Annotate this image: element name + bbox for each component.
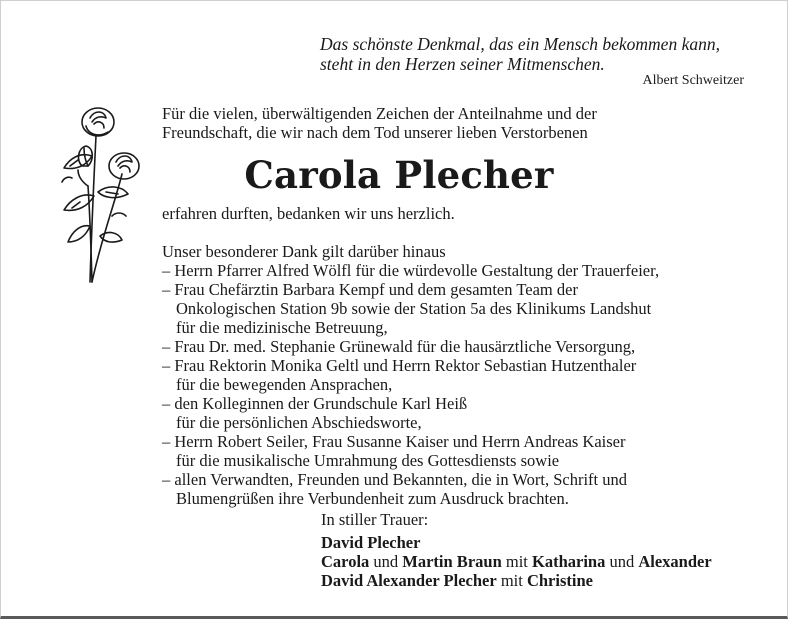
intro-text xyxy=(162,104,762,142)
thanks-item: – Frau Dr. med. Stephanie Grünewald für die hausärztliche Versorgung, xyxy=(162,337,636,356)
mourner-name: Alexander xyxy=(638,552,712,571)
mourner-line xyxy=(321,533,761,552)
mourner-name: Katharina xyxy=(532,552,606,571)
mourners-block xyxy=(321,510,761,590)
quote xyxy=(320,34,750,74)
mourner-name: David Alexander Plecher xyxy=(321,571,497,590)
thanks-item-continued: Blumengrüßen ihre Verbundenheit zum Ausdruck brachten. xyxy=(176,489,569,508)
conjunction: und xyxy=(609,552,635,571)
conjunction: mit xyxy=(500,571,523,590)
quote-author: Albert Schweitzer xyxy=(642,73,744,88)
special-thanks xyxy=(162,242,762,508)
deceased-name: Carola Plecher xyxy=(244,153,554,197)
mourner-name: Christine xyxy=(526,571,593,590)
thanks-item: – Herrn Robert Seiler, Frau Susanne Kaiser und Herrn Andreas Kaiser xyxy=(162,432,626,451)
conjunction: mit xyxy=(505,552,528,571)
quote-line: steht in den Herzen seiner Mitmenschen. xyxy=(320,54,605,74)
intro-line: Freundschaft, die wir nach dem Tod unserer lieben Verstorbenen xyxy=(162,123,588,142)
thanks-item: – Frau Rektorin Monika Geltl und Herrn Rektor Sebastian Hutzenthaler xyxy=(162,356,637,375)
thanks-line: erfahren durften, bedanken wir uns herzlich. xyxy=(162,204,455,223)
intro-line: Für die vielen, überwältigenden Zeichen der Anteilnahme und der xyxy=(162,104,597,123)
thanks-item: – Frau Chefärztin Barbara Kempf und dem gesamten Team der xyxy=(162,280,578,299)
quote-line: Das schönste Denkmal, das ein Mensch bekommen kann, xyxy=(320,34,720,54)
thanks-item-continued: Onkologischen Station 9b sowie der Station 5a des Klinikums Landshut xyxy=(176,299,652,318)
special-thanks-heading: Unser besonderer Dank gilt darüber hinaus xyxy=(162,242,446,261)
thanks-item-continued: für die musikalische Umrahmung des Gottesdiensts sowie xyxy=(176,451,560,470)
mourner-name: Carola xyxy=(321,552,370,571)
thanks-item: – allen Verwandten, Freunden und Bekannten, die in Wort, Schrift und xyxy=(162,470,628,489)
thanks-item-continued: für die medizinische Betreuung, xyxy=(176,318,388,337)
mourner-name: David Plecher xyxy=(321,533,421,552)
conjunction: und xyxy=(373,552,399,571)
thanks-item: – den Kolleginnen der Grundschule Karl Heiß xyxy=(162,394,468,413)
thanks-item-continued: für die bewegenden Ansprachen, xyxy=(176,375,393,394)
mourner-line xyxy=(321,552,761,571)
mourner-name: Martin Braun xyxy=(402,552,502,571)
mourners-label: In stiller Trauer: xyxy=(321,510,429,529)
mourner-line xyxy=(321,571,761,590)
thanks-item: – Herrn Pfarrer Alfred Wölfl für die würdevolle Gestaltung der Trauerfeier, xyxy=(162,261,660,280)
thanks-item-continued: für die persönlichen Abschiedsworte, xyxy=(176,413,422,432)
